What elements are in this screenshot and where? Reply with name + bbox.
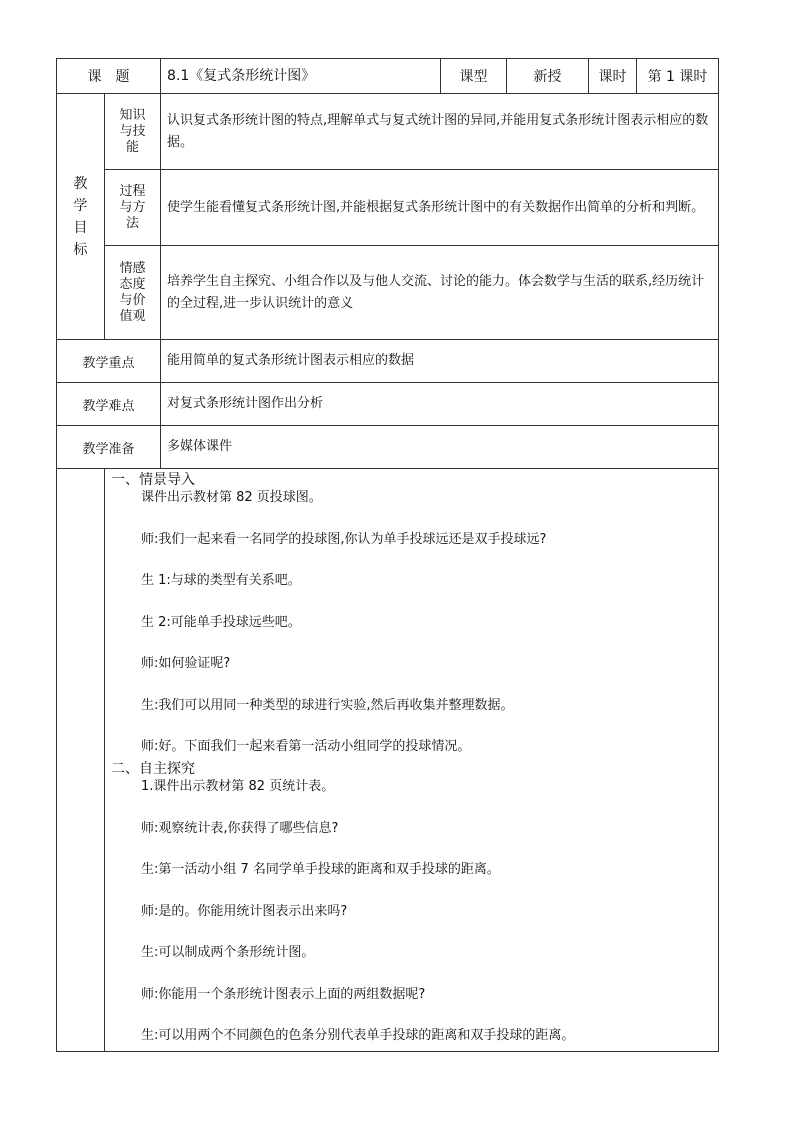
preparation-row	[57, 426, 719, 469]
paragraph: 生:我们可以用同一种类型的球进行实验,然后再收集并整理数据。	[141, 697, 514, 713]
preparation-label: 教学准备	[57, 426, 161, 469]
process-method-text: 使学生能看懂复式条形统计图,并能根据复式条形统计图中的有关数据作出简单的分析和判断。	[161, 170, 719, 246]
header-row	[57, 59, 719, 94]
process-method-label: 过程 与方 法	[105, 170, 161, 246]
topic-label: 课 题	[57, 59, 161, 94]
key-point-row	[57, 340, 719, 383]
lesson-type-label: 课型	[441, 59, 507, 94]
difficulty-row	[57, 383, 719, 426]
paragraph: 生:可以制成两个条形统计图。	[141, 945, 315, 960]
knowledge-skills-text: 认识复式条形统计图的特点,理解单式与复式统计图的异同,并能用复式条形统计图表示相应的数据。	[161, 94, 719, 170]
section-heading: 一、情景导入	[111, 472, 195, 488]
knowledge-skills-label: 知识 与技 能	[105, 94, 161, 170]
paragraph: 师:观察统计表,你获得了哪些信息?	[141, 820, 339, 836]
period-label: 课时	[589, 59, 637, 94]
objective-row-knowledge	[57, 94, 719, 170]
attitude-values-label: 情感 态度 与价 值观	[105, 246, 161, 340]
process-row	[57, 469, 719, 1052]
paragraph: 1.课件出示教材第 82 页统计表。	[141, 779, 335, 794]
paragraph: 生:第一活动小组 7 名同学单手投球的距离和双手投球的距离。	[141, 862, 500, 877]
paragraph: 课件出示教材第 82 页投球图。	[141, 490, 322, 505]
process-left-blank	[57, 469, 105, 1052]
key-point-text: 能用简单的复式条形统计图表示相应的数据	[161, 340, 719, 383]
paragraph: 生 2:可能单手投球远些吧。	[141, 614, 301, 630]
paragraph: 生 1:与球的类型有关系吧。	[141, 573, 301, 588]
paragraph: 师:好。下面我们一起来看第一活动小组同学的投球情况。	[141, 739, 471, 754]
lesson-plan-table	[56, 58, 719, 1052]
paragraph: 师:是的。你能用统计图表示出来吗?	[141, 903, 348, 919]
key-point-label: 教学重点	[57, 340, 161, 383]
paragraph: 师:如何验证呢?	[141, 656, 231, 671]
period-value: 第 1 课时	[637, 59, 719, 94]
paragraph: 生:可以用两个不同颜色的色条分别代表单手投球的距离和双手投球的距离。	[141, 1028, 575, 1043]
attitude-values-text: 培养学生自主探究、小组合作以及与他人交流、讨论的能力。体会数学与生活的联系,经历统计的全过程,进一步认识统计的意义	[161, 246, 719, 340]
objective-row-process	[57, 170, 719, 246]
teaching-process	[105, 469, 719, 1052]
paragraph: 师:我们一起来看一名同学的投球图,你认为单手投球远还是双手投球远?	[141, 531, 547, 547]
paragraph: 师:你能用一个条形统计图表示上面的两组数据呢?	[141, 986, 426, 1002]
difficulty-text: 对复式条形统计图作出分析	[161, 383, 719, 426]
topic-value: 8.1《复式条形统计图》	[161, 59, 441, 94]
objective-row-attitude	[57, 246, 719, 340]
teaching-objectives-label: 教 学 目 标	[57, 94, 105, 340]
preparation-text: 多媒体课件	[161, 426, 719, 469]
difficulty-label: 教学难点	[57, 383, 161, 426]
section-heading: 二、自主探究	[111, 761, 195, 777]
lesson-type-value: 新授	[507, 59, 589, 94]
